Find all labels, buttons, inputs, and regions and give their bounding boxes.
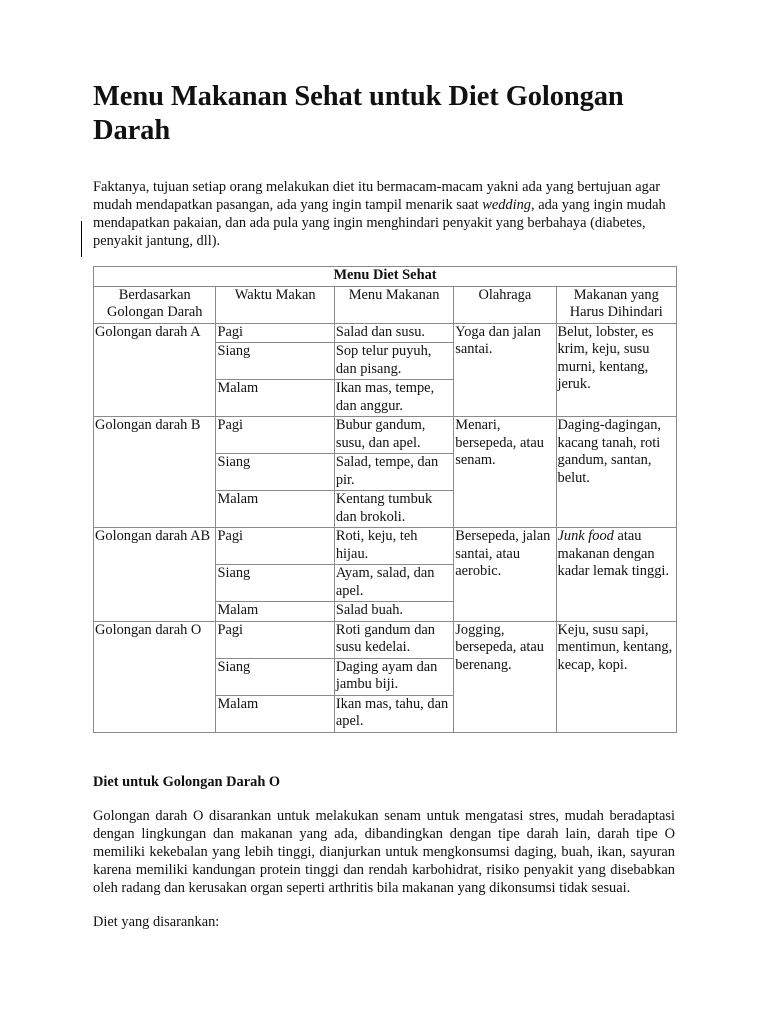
intro-text-after: , ada yang ingin mudah mendapatkan pakaian, dan ada pula yang ingin menghindari penyakit yang berbahaya (diabetes, penyakit jantung, dll).	[93, 197, 666, 249]
menu-cell: Ayam, salad, dan apel.	[334, 565, 453, 602]
section-paragraph: Golongan darah O disarankan untuk melakukan senam untuk mengatasi stres, mudah beradaptasi dengan lingkungan dan makanan yang ada, dibandingkan dengan tipe darah lain, darah tipe O memiliki kekebalan yang lebih tinggi, dianjurkan untuk mengkonsumsi daging, buah, ikan, sayuran karena memiliki kandungan protein tinggi dan rendah karbohidrat, risiko penyakit yang disebabkan oleh radang dan kerusakan organ seperti arthritis bila makanan yang dikonsumsi tidak sesuai.	[93, 807, 675, 896]
golongan-cell: Golongan darah A	[94, 323, 216, 417]
menu-cell: Daging ayam dan jambu biji.	[334, 658, 453, 695]
menu-cell: Sop telur puyuh, dan pisang.	[334, 343, 453, 380]
olahraga-cell: Menari, bersepeda, atau senam.	[454, 417, 556, 528]
waktu-cell: Malam	[216, 491, 334, 528]
menu-cell: Roti gandum dan susu kedelai.	[334, 621, 453, 658]
menu-cell: Roti, keju, teh hijau.	[334, 528, 453, 565]
menu-cell: Bubur gandum, susu, dan apel.	[334, 417, 453, 454]
table-row	[94, 528, 677, 565]
waktu-cell: Siang	[216, 565, 334, 602]
section-heading: Diet untuk Golongan Darah O	[93, 773, 281, 790]
table-header-row	[94, 286, 677, 323]
recommended-diet-label: Diet yang disarankan:	[93, 913, 220, 930]
waktu-cell: Malam	[216, 695, 334, 732]
waktu-cell: Malam	[216, 380, 334, 417]
olahraga-cell: Bersepeda, jalan santai, atau aerobic.	[454, 528, 556, 622]
olahraga-cell: Jogging, bersepeda, atau berenang.	[454, 621, 556, 732]
hindari-cell	[556, 323, 677, 417]
menu-cell: Salad dan susu.	[334, 323, 453, 343]
header-golongan: Berdasarkan Golongan Darah	[94, 286, 216, 323]
page-title: Menu Makanan Sehat untuk Diet Golongan Darah	[93, 81, 624, 146]
waktu-cell: Pagi	[216, 621, 334, 658]
waktu-cell: Siang	[216, 658, 334, 695]
hindari-italic: Junk food	[557, 528, 614, 544]
olahraga-cell: Yoga dan jalan santai.	[454, 323, 556, 417]
hindari-text: Keju, susu sapi, mentimun, kentang, kecap, kopi.	[557, 621, 673, 673]
intro-italic-word: wedding	[482, 197, 531, 213]
table-row	[94, 323, 677, 343]
waktu-cell: Pagi	[216, 323, 334, 343]
table-row	[94, 417, 677, 454]
table-row	[94, 621, 677, 658]
waktu-cell: Siang	[216, 343, 334, 380]
intro-paragraph	[93, 178, 675, 250]
header-menu: Menu Makanan	[334, 286, 453, 323]
hindari-cell	[556, 528, 677, 622]
menu-cell: Salad, tempe, dan pir.	[334, 454, 453, 491]
document-page	[93, 80, 675, 931]
header-olahraga: Olahraga	[454, 286, 556, 323]
hindari-text: Belut, lobster, es krim, keju, susu murni, kentang, jeruk.	[557, 323, 654, 392]
menu-cell: Salad buah.	[334, 602, 453, 622]
golongan-cell: Golongan darah AB	[94, 528, 216, 622]
hindari-text: atau makanan dengan kadar lemak tinggi.	[557, 528, 669, 579]
diet-menu-table	[93, 266, 677, 733]
golongan-cell: Golongan darah B	[94, 417, 216, 528]
hindari-text: Daging-dagingan, kacang tanah, roti gandum, santan, belut.	[557, 417, 662, 486]
hindari-cell	[556, 621, 677, 732]
golongan-cell: Golongan darah O	[94, 621, 216, 732]
menu-cell: Ikan mas, tempe, dan anggur.	[334, 380, 453, 417]
header-hindari: Makanan yang Harus Dihindari	[556, 286, 677, 323]
header-waktu: Waktu Makan	[216, 286, 334, 323]
intro-text-before: Faktanya, tujuan setiap orang melakukan diet itu bermacam-macam yakni ada yang bertujuan agar mudah mendapatkan pasangan, ada yang ingin tampil menarik saat	[93, 179, 661, 213]
menu-cell: Ikan mas, tahu, dan apel.	[334, 695, 453, 732]
hindari-cell	[556, 417, 677, 528]
table-caption: Menu Diet Sehat	[94, 267, 677, 287]
waktu-cell: Pagi	[216, 528, 334, 565]
menu-cell: Kentang tumbuk dan brokoli.	[334, 491, 453, 528]
waktu-cell: Siang	[216, 454, 334, 491]
waktu-cell: Malam	[216, 602, 334, 622]
waktu-cell: Pagi	[216, 417, 334, 454]
text-cursor-marker	[81, 221, 82, 257]
